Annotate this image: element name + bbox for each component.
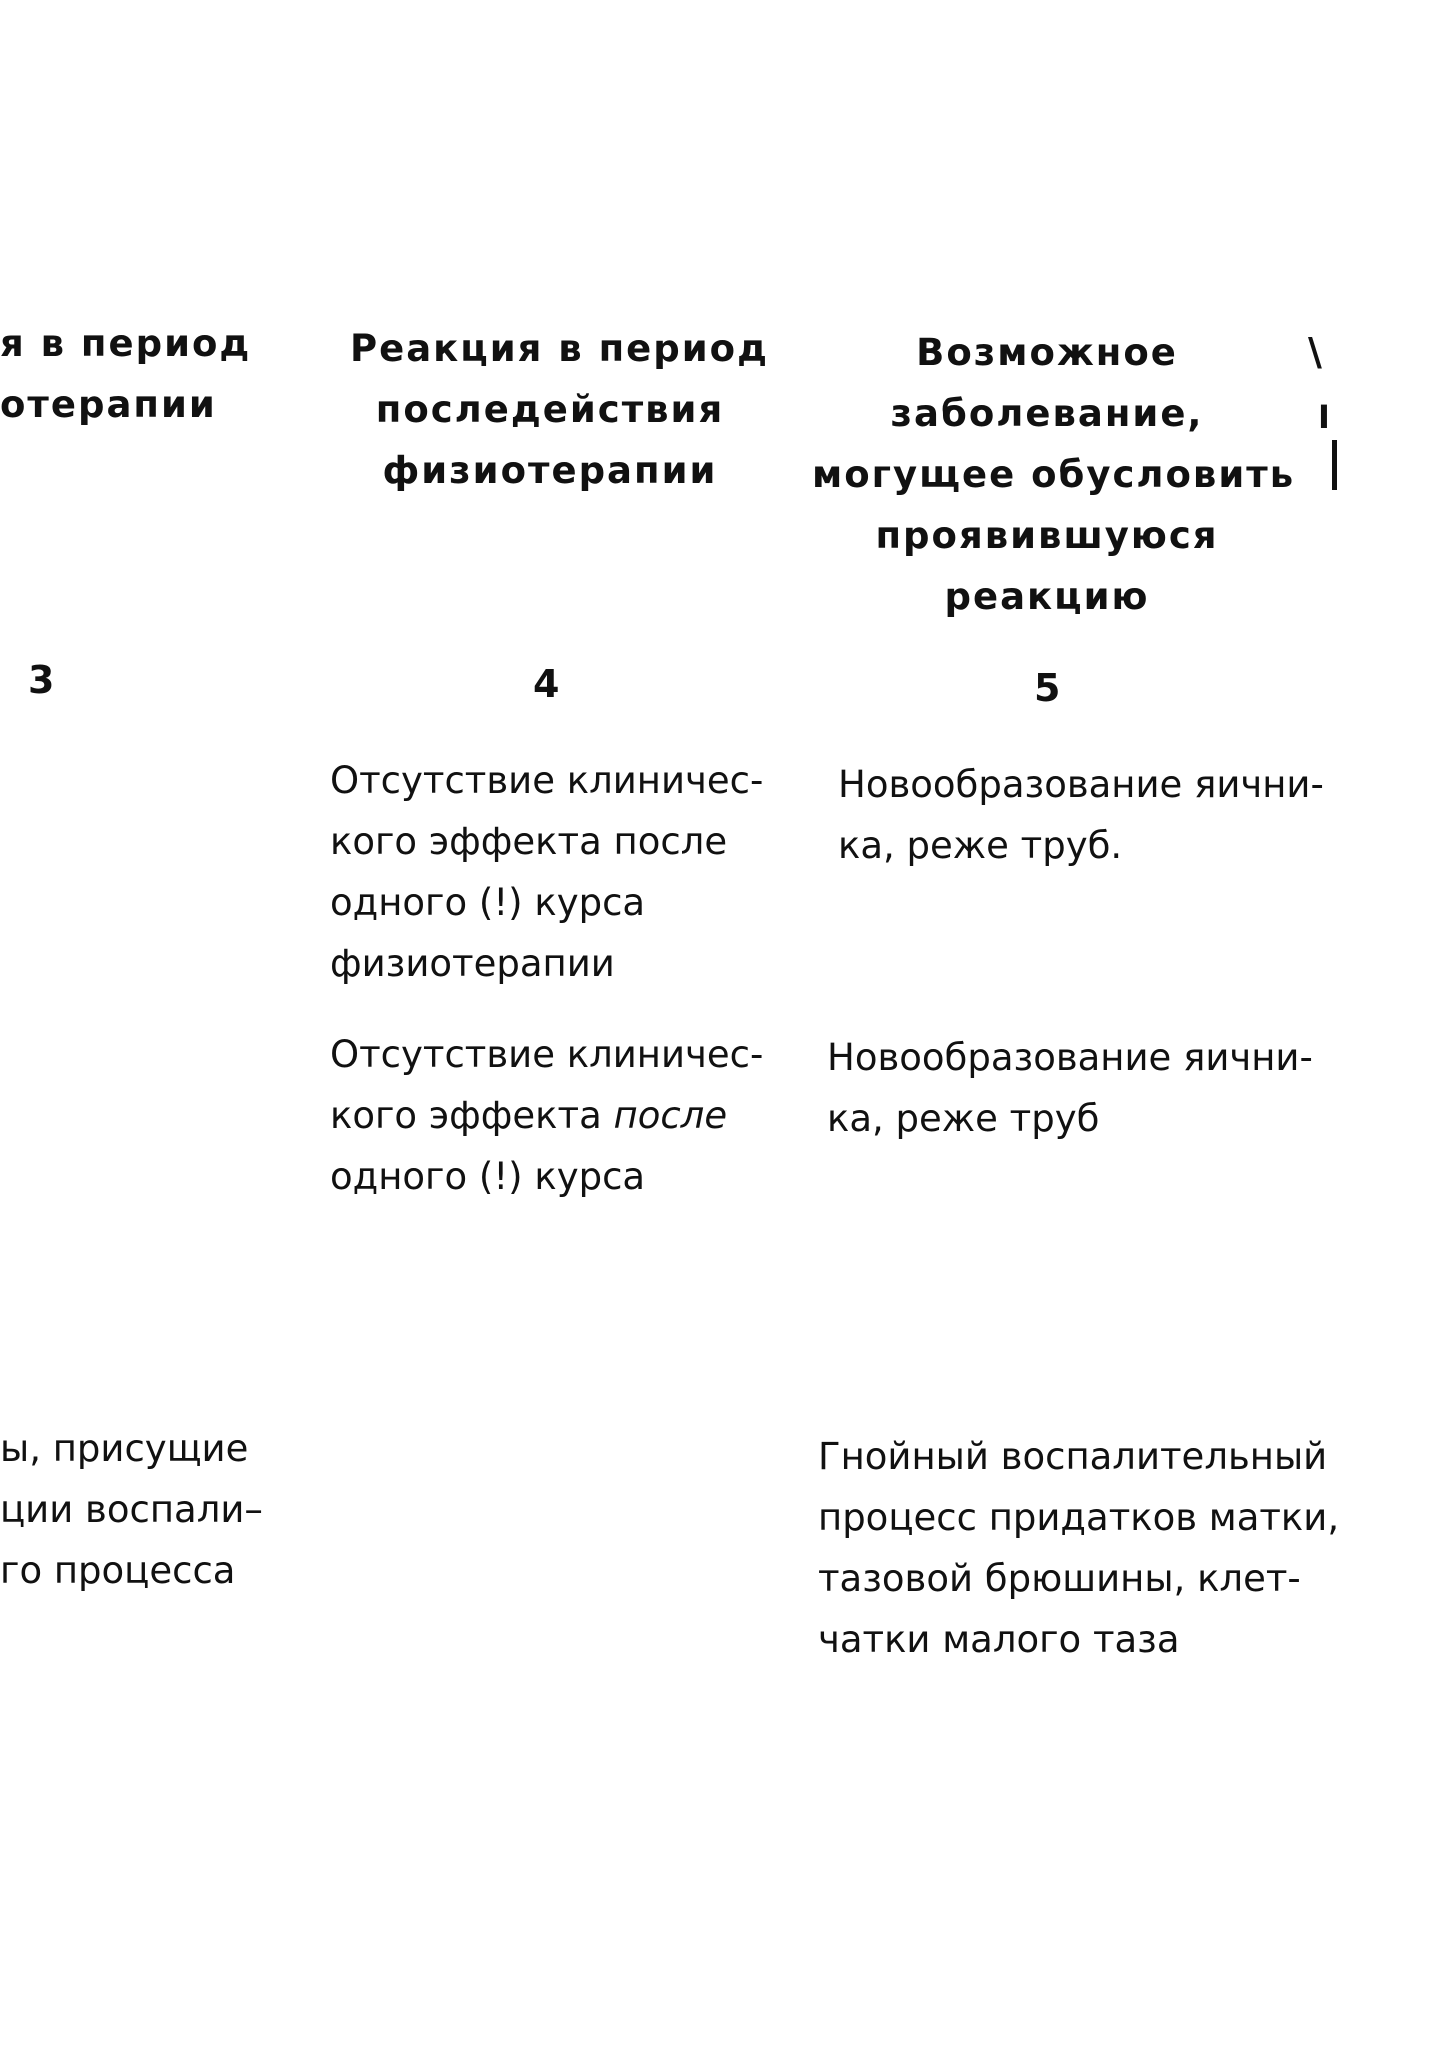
edge-vertical-rule (1332, 440, 1337, 490)
text-line: ка, реже труб (827, 1097, 1100, 1140)
text-plain: кого эффекта (330, 1094, 614, 1137)
text-italic: после (613, 1094, 728, 1137)
text-line: Гнойный воспалительный (818, 1435, 1328, 1478)
row2-col5 (827, 1027, 1313, 1149)
header-col3-line: я в период (0, 322, 252, 365)
text-line: ции воспали– (0, 1488, 263, 1531)
text-line: одного (!) курса (330, 881, 646, 924)
edge-mark-bar: I (1318, 398, 1330, 436)
header-col5 (812, 322, 1296, 627)
header-col4-line: последействия (375, 388, 725, 431)
text-line: физиотерапии (330, 942, 615, 985)
text-line: ы, присущие (0, 1427, 249, 1470)
text-line: Отсутствие клиничес- (330, 1033, 764, 1076)
header-col5-line: проявившуюся (875, 514, 1219, 557)
text-line: ка, реже труб. (838, 824, 1123, 867)
header-col5-line: реакцию (944, 575, 1150, 618)
column-number-5: 5 (1034, 666, 1061, 710)
text-line: чатки малого таза (818, 1618, 1180, 1661)
header-col5-line: заболевание, (890, 392, 1204, 435)
edge-mark-backslash: \ (1308, 330, 1322, 374)
text-line: Отсутствие клиничес- (330, 759, 764, 802)
row1-col5 (838, 754, 1324, 876)
text-line: кого эффекта после (330, 820, 728, 863)
text-line: Новообразование яични- (838, 763, 1324, 806)
row3-col3 (0, 1418, 263, 1601)
text-line (330, 1085, 763, 1146)
text-line: одного (!) курса (330, 1155, 646, 1198)
column-number-4: 4 (533, 662, 560, 706)
header-col5-line: Возможное (916, 331, 1178, 374)
text-line: Новообразование яични- (827, 1036, 1313, 1079)
text-line: тазовой брюшины, клет- (818, 1557, 1301, 1600)
text-line: процесс придатков матки, (818, 1496, 1340, 1539)
row3-col5 (818, 1426, 1339, 1670)
header-col5-line: могущее обусловить (812, 453, 1296, 496)
header-col3-line: отерапии (0, 383, 217, 426)
header-col3 (0, 313, 251, 435)
header-col4-line: Реакция в период (350, 327, 769, 370)
row2-col4 (330, 1024, 763, 1207)
column-number-3: 3 (28, 658, 55, 702)
row1-col4 (330, 750, 763, 994)
header-col4-line: физиотерапии (382, 449, 718, 492)
text-line: го процесса (0, 1549, 236, 1592)
header-col4 (350, 318, 769, 501)
